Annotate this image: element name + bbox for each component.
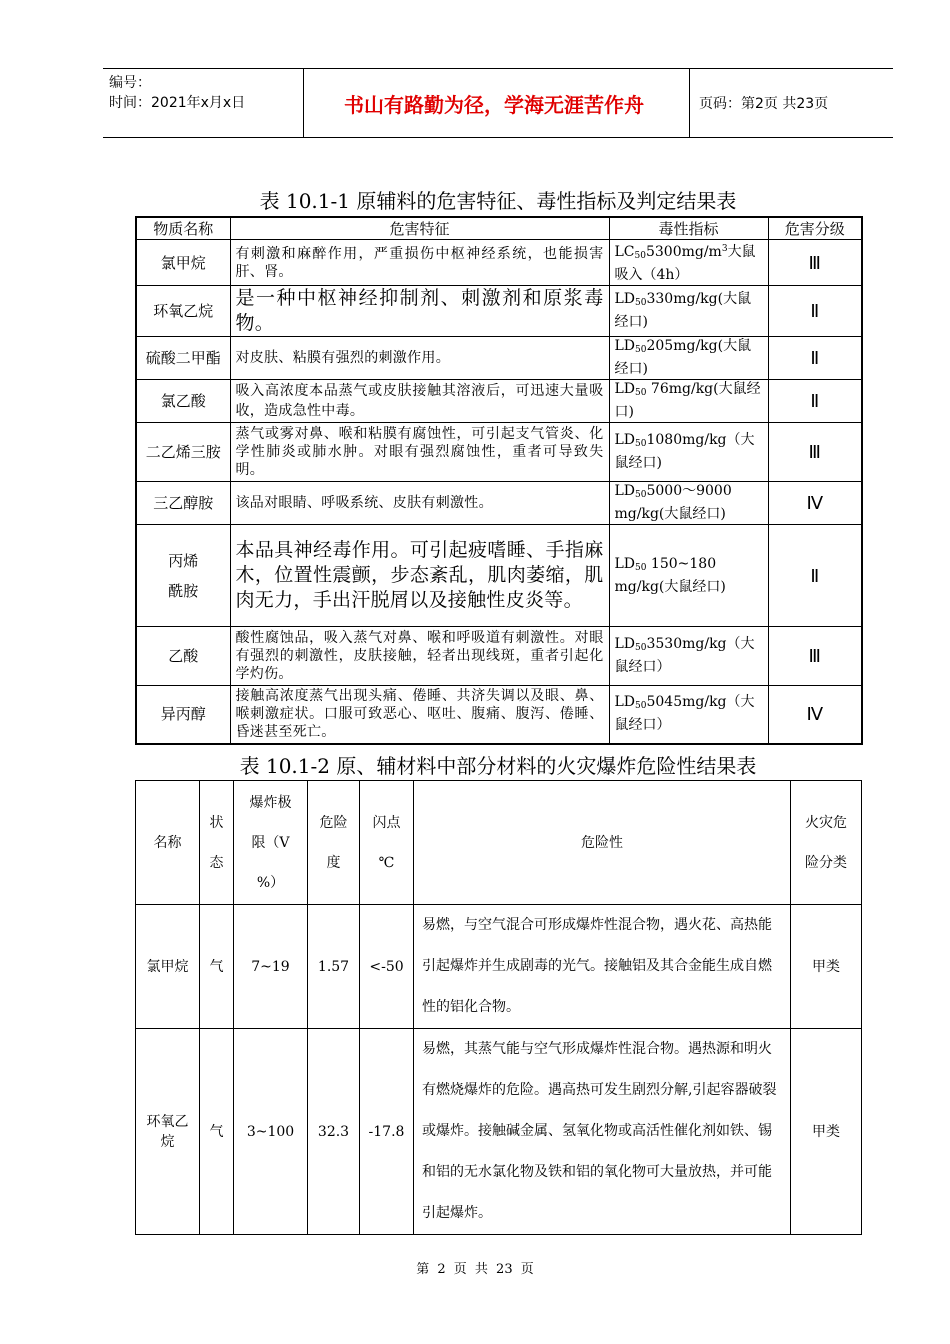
col-header-name: 物质名称 [136, 217, 230, 240]
hazard-text: 该品对眼睛、呼吸系统、皮肤有刺激性。 [230, 482, 609, 525]
hazard-text: 对皮肤、粘膜有强烈的刺激作用。 [230, 337, 609, 380]
hazard-class: Ⅱ [768, 380, 862, 423]
toxicity-value: $LD_{50}5045mg/kg$（大鼠经口） [609, 686, 768, 744]
table-header-row [136, 781, 862, 905]
hazard-class: Ⅱ [768, 286, 862, 337]
material-state: 气 [200, 1029, 234, 1235]
hazard-class: Ⅲ [768, 240, 862, 286]
fire-class: 甲类 [791, 1029, 862, 1235]
col-header-toxicity: 毒性指标 [609, 217, 768, 240]
col-header-flash-point: 闪点 ℃ [360, 781, 414, 905]
header-meta [109, 73, 245, 113]
substance-name: 三乙醇胺 [136, 482, 230, 525]
fire-hazard-text: 易燃，其蒸气能与空气形成爆炸性混合物。遇热源和明火有燃烧爆炸的危险。遇高热可发生剧烈分解,引起容器破裂或爆炸。接触碱金属、氢氧化物或高活性催化剂如铁、锡和铝的无水氯化物及铁和铝的氧化物可大量放热，并可能引起爆炸。 [414, 1029, 791, 1235]
substance-name: 氯甲烷 [136, 240, 230, 286]
col-header-state: 状 态 [200, 781, 234, 905]
table-row [136, 423, 862, 482]
toxicity-value: $LD_{50}330mg/kg$(大鼠经口) [609, 286, 768, 337]
substance-name: 乙酸 [136, 627, 230, 686]
col-header-hazard: 危险性 [414, 781, 791, 905]
substance-name: 氯乙酸 [136, 380, 230, 423]
table-row [136, 525, 862, 627]
hazard-text: 蒸气或雾对鼻、喉和粘膜有腐蚀性，可引起支气管炎、化学性肺炎或肺水肿。对眼有强烈腐蚀性，重者可导致失明。 [230, 423, 609, 482]
substance-name: 硫酸二甲酯 [136, 337, 230, 380]
hazard-text: 是一种中枢神经抑制剂、刺激剂和原浆毒物。 [230, 286, 609, 337]
substance-name: 异丙醇 [136, 686, 230, 744]
col-header-hazard: 危害特征 [230, 217, 609, 240]
table-row [136, 240, 862, 286]
table-row [136, 627, 862, 686]
code-label: 编号： [109, 75, 151, 91]
page-header [103, 68, 893, 138]
substance-name: 丙烯 酰胺 [136, 525, 230, 627]
fire-class: 甲类 [791, 905, 862, 1029]
toxicity-value: $LD_{50}1080mg/kg$（大鼠经口) [609, 423, 768, 482]
material-name: 氯甲烷 [136, 905, 200, 1029]
hazard-class: Ⅳ [768, 686, 862, 744]
header-motto: 书山有路勤为径，学海无涯苦作舟 [344, 92, 644, 117]
time-label: 时间：2021年x月x日 [109, 95, 246, 111]
material-state: 气 [200, 905, 234, 1029]
toxicity-value: $LD_{50}$ 150~180 mg/kg(大鼠经口) [609, 525, 768, 627]
page-number-label: 页码：第2页 共23页 [699, 96, 829, 112]
table-header-row [136, 217, 862, 240]
table1-caption: 表 10.1-1 原辅料的危害特征、毒性指标及判定结果表 [259, 189, 737, 213]
hazard-text: 酸性腐蚀品，吸入蒸气对鼻、喉和呼吸道有刺激性。对眼有强烈的刺激性，皮肤接触，轻者出现线斑，重者引起化学灼伤。 [230, 627, 609, 686]
hazard-class: Ⅱ [768, 337, 862, 380]
toxicity-value: $LD_{50}$ 76mg/kg(大鼠经口) [609, 380, 768, 423]
material-name: 环氧乙烷 [136, 1029, 200, 1235]
table-row [136, 686, 862, 744]
substance-name: 环氧乙烷 [136, 286, 230, 337]
explosion-limit: 7~19 [234, 905, 308, 1029]
substance-name: 二乙烯三胺 [136, 423, 230, 482]
flash-point: -17.8 [360, 1029, 414, 1235]
col-header-name: 名称 [136, 781, 200, 905]
hazard-class: Ⅲ [768, 423, 862, 482]
hazard-class: Ⅱ [768, 525, 862, 627]
toxicity-value: $LD_{50}5000\sim 9000$ mg/kg(大鼠经口) [609, 482, 768, 525]
hazard-class: Ⅳ [768, 482, 862, 525]
hazard-text: 有刺激和麻醉作用，严重损伤中枢神经系统，也能损害肝、肾。 [230, 240, 609, 286]
flash-point: <-50 [360, 905, 414, 1029]
fire-explosion-table [135, 780, 862, 1235]
page-footer: 第 2 页 共 23 页 [416, 1262, 534, 1277]
table-row [136, 337, 862, 380]
hazard-text: 本品具神经毒作用。可引起疲嗜睡、手指麻木，位置性震颤，步态紊乱，肌肉萎缩，肌肉无力，手出汗脱屑以及接触性皮炎等。 [230, 525, 609, 627]
explosion-limit: 3~100 [234, 1029, 308, 1235]
hazard-text: 接触高浓度蒸气出现头痛、倦睡、共济失调以及眼、鼻、喉刺激症状。口服可致恶心、呕吐、腹痛、腹泻、倦睡、昏迷甚至死亡。 [230, 686, 609, 744]
table-row [136, 380, 862, 423]
fire-hazard-text: 易燃，与空气混合可形成爆炸性混合物，遇火花、高热能引起爆炸并生成剧毒的光气。接触铝及其合金能生成自燃性的铝化合物。 [414, 905, 791, 1029]
col-header-risk: 危险 度 [308, 781, 360, 905]
toxicity-value: $LD_{50}3530mg/kg$（大鼠经口） [609, 627, 768, 686]
table-row [136, 905, 862, 1029]
col-header-explosion-limit: 爆炸极 限（V %） [234, 781, 308, 905]
hazard-text: 吸入高浓度本品蒸气或皮肤接触其溶液后，可迅速大量吸收，造成急性中毒。 [230, 380, 609, 423]
col-header-fire-class: 火灾危 险分类 [791, 781, 862, 905]
hazard-class: Ⅲ [768, 627, 862, 686]
table-row [136, 1029, 862, 1235]
table2-caption: 表 10.1-2 原、辅材料中部分材料的火灾爆炸危险性结果表 [239, 754, 757, 778]
col-header-class: 危害分级 [768, 217, 862, 240]
toxicity-value: $LD_{50}205mg/kg$(大鼠经口) [609, 337, 768, 380]
table-row [136, 286, 862, 337]
toxicity-value: $LC_{50}5300mg/m^3$大鼠吸入（4h） [609, 240, 768, 286]
risk-degree: 32.3 [308, 1029, 360, 1235]
risk-degree: 1.57 [308, 905, 360, 1029]
hazard-toxicity-table [135, 216, 863, 745]
table-row [136, 482, 862, 525]
